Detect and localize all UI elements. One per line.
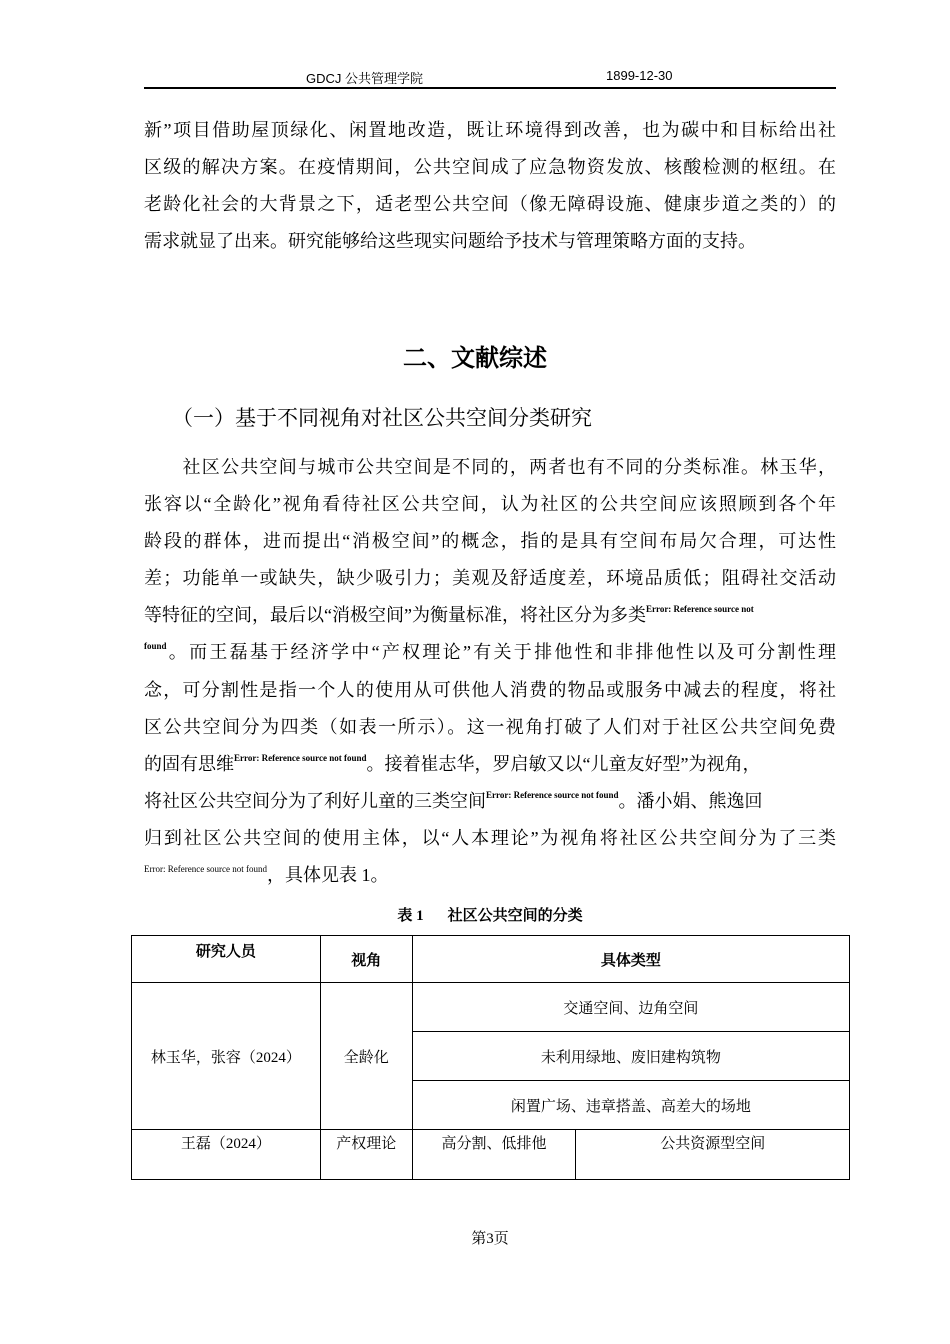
caption-number: 表 1 (397, 908, 424, 924)
text: 。而王磊基于经济学中“产权理论”有关于排他性和非排他性以及可分割性理 (166, 642, 836, 662)
text: 将社区公共空间分为了利好儿童的三类空间 (144, 791, 486, 811)
body-line: 区级的解决方案。在疫情期间，公共空间成了应急物资发放、核酸检测的枢纽。在 (144, 157, 836, 177)
reference-error-tail: found (144, 641, 167, 651)
body-line: 需求就显了出来。研究能够给这些现实问题给予技术与管理策略方面的支持。 (144, 231, 756, 251)
body-line: 归到社区公共空间的使用主体，以“人本理论”为视角将社区公共空间分为了三类 (144, 828, 836, 848)
header-types: 具体类型 (412, 936, 849, 983)
body-line: 龄段的群体，进而提出“消极空间”的概念，指的是具有空间布局欠合理，可达性 (144, 531, 836, 551)
body-line (144, 752, 836, 776)
cell-type: 交通空间、边角空间 (412, 983, 849, 1032)
header-date: 1899-12-30 (606, 68, 673, 83)
reference-error: Error: Reference source not (645, 604, 754, 614)
cell-type: 公共资源型空间 (576, 1130, 850, 1180)
classification-table (131, 935, 850, 1180)
table-row (132, 983, 850, 1032)
subsection-title: （一）基于不同视角对社区公共空间分类研究 (172, 407, 592, 430)
cell-researcher: 王磊（2024） (132, 1130, 321, 1180)
text: 等特征的空间，最后以“消极空间”为衡量标准，将社区分为多类 (144, 605, 646, 625)
cell-type: 闲置广场、违章搭盖、高差大的场地 (412, 1081, 849, 1130)
body-line: 区公共空间分为四类（如表一所示）。这一视角打破了人们对于社区公共空间免费 (144, 717, 836, 737)
header-perspective: 视角 (320, 936, 412, 983)
table-caption (0, 904, 950, 925)
cell-type: 未利用绿地、废旧建构筑物 (412, 1032, 849, 1081)
caption-title: 社区公共空间的分类 (447, 908, 583, 924)
page-number: 第3页 (471, 1231, 509, 1247)
text: 。潘小娟、熊逸回 (618, 791, 763, 811)
reference-error: Error: Reference source not found (234, 753, 367, 763)
body-line: 差；功能单一或缺失，缺少吸引力；美观及舒适度差，环境品质低；阻碍社交活动 (144, 568, 836, 588)
body-line: 念，可分割性是指一个人的使用从可供他人消费的物品或服务中减去的程度，将社 (144, 680, 836, 700)
body-line (144, 789, 836, 813)
table-row (132, 1130, 850, 1180)
text: 的固有思维 (144, 754, 234, 774)
reference-error: Error: Reference source not found (486, 790, 619, 800)
body-line (144, 863, 836, 887)
text: ，具体见表 1。 (266, 865, 389, 885)
page-header (144, 66, 836, 89)
text: 。接着崔志华，罗启敏又以“儿童友好型”为视角， (366, 754, 761, 774)
body-line (144, 603, 836, 627)
cell-subtype: 高分割、低排他 (412, 1130, 576, 1180)
body-line: 社区公共空间与城市公共空间是不同的，两者也有不同的分类标准。林玉华， (144, 457, 836, 477)
cell-perspective: 全龄化 (320, 983, 412, 1130)
cell-researcher: 林玉华，张容（2024） (132, 983, 321, 1130)
body-line: 张容以“全龄化”视角看待社区公共空间，认为社区的公共空间应该照顾到各个年 (144, 494, 836, 514)
header-institution: GDCJ 公共管理学院 (306, 71, 424, 86)
table-header-row (132, 936, 850, 983)
body-line: 新”项目借助屋顶绿化、闲置地改造，既让环境得到改善，也为碳中和目标给出社 (144, 120, 836, 140)
header-researcher: 研究人员 (132, 936, 321, 983)
reference-error: Error: Reference source not found (144, 864, 267, 874)
cell-perspective: 产权理论 (320, 1130, 412, 1180)
section-title: 二、文献综述 (403, 345, 547, 372)
body-line: 老龄化社会的大背景之下，适老型公共空间（像无障碍设施、健康步道之类的）的 (144, 194, 836, 214)
body-line (144, 640, 836, 664)
